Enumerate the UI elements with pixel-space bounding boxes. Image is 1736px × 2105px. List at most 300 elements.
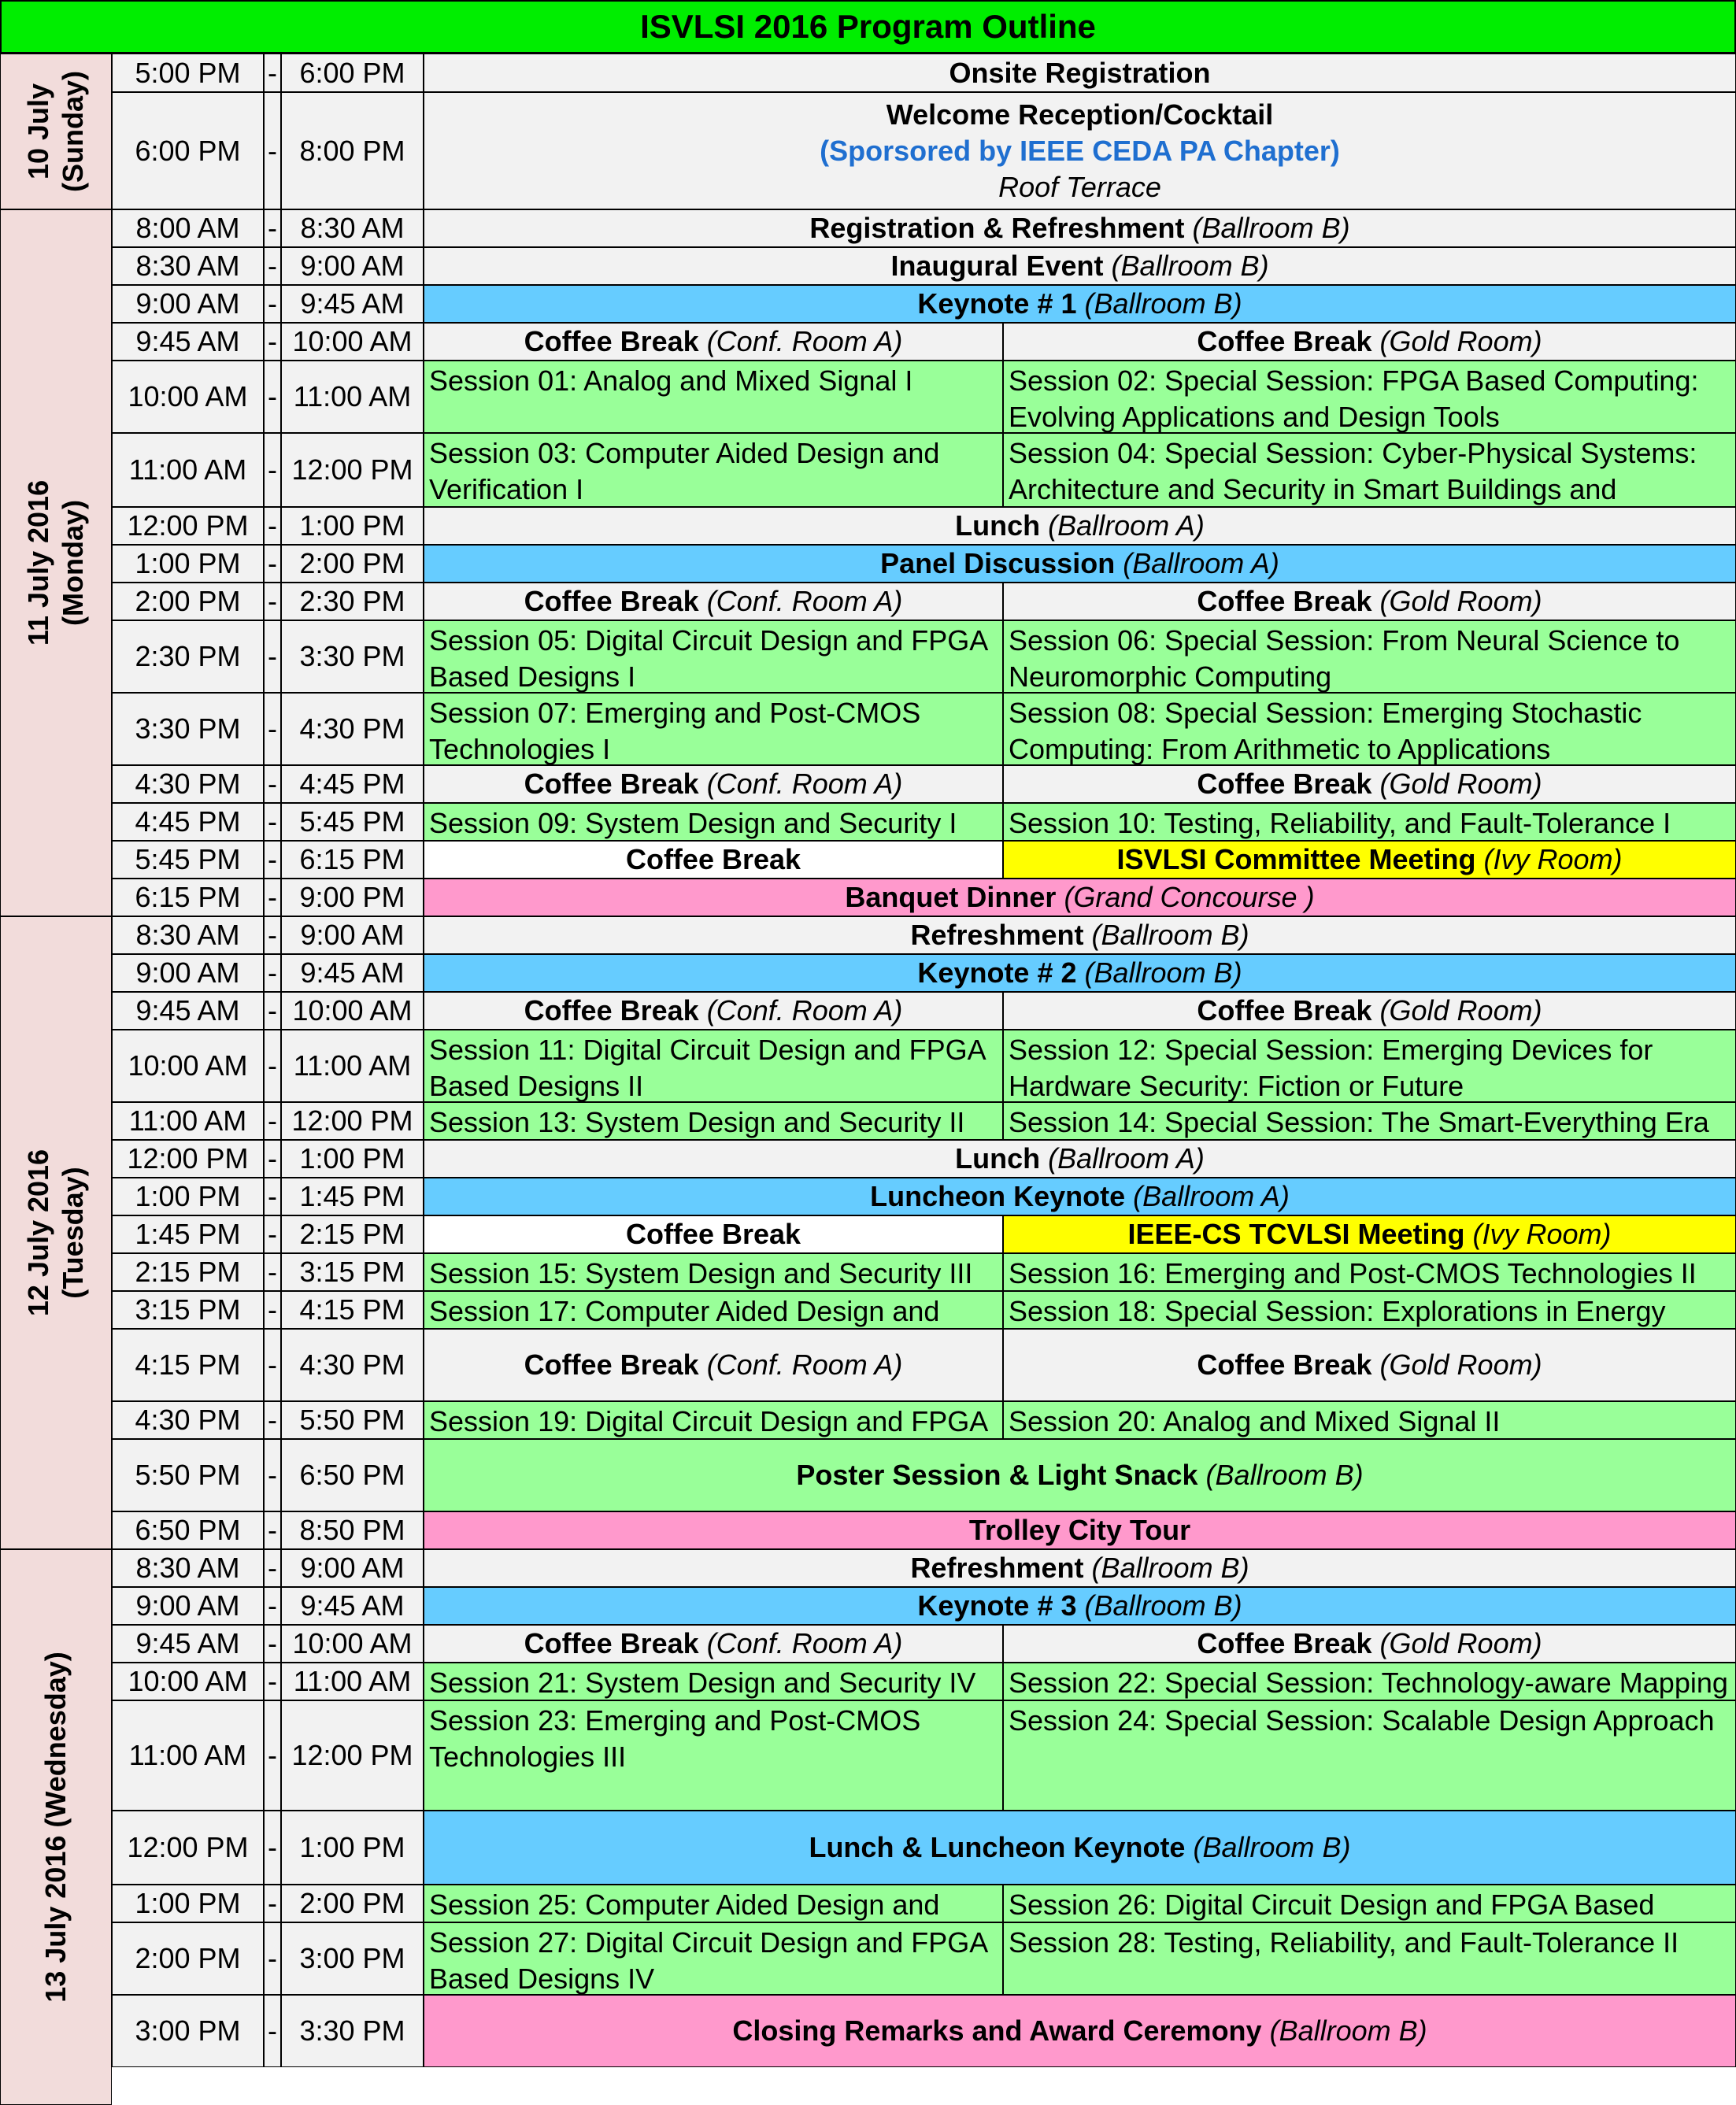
end-time: 5:50 PM: [281, 1401, 424, 1439]
start-time: 9:45 AM: [112, 323, 264, 361]
session-title: Session 09: System Design and Security I: [429, 807, 957, 839]
time-separator: -: [264, 92, 281, 209]
start-time: 4:45 PM: [112, 803, 264, 841]
event-title: Keynote # 3: [917, 1589, 1077, 1622]
event-title: Coffee Break: [524, 1627, 699, 1659]
event-title: Coffee Break: [524, 325, 699, 357]
event-title: Keynote # 1: [917, 287, 1077, 320]
time-separator: -: [264, 1401, 281, 1439]
time-separator: -: [264, 1922, 281, 1995]
start-time: 12:00 PM: [112, 1140, 264, 1178]
session-cell: [424, 1253, 1003, 1291]
start-time: 5:45 PM: [112, 841, 264, 879]
start-time: 1:00 PM: [112, 1178, 264, 1215]
end-time: 1:00 PM: [281, 507, 424, 545]
end-time: 11:00 AM: [281, 1030, 424, 1102]
event-title: Luncheon Keynote: [870, 1180, 1126, 1212]
event-title: Lunch: [955, 1142, 1041, 1175]
time-separator: -: [264, 54, 281, 92]
day-label: [0, 916, 112, 1549]
session-title: Session 21: System Design and Security IV: [429, 1667, 976, 1699]
event-location: (Gold Room): [1379, 585, 1542, 617]
end-time: 9:00 PM: [281, 879, 424, 916]
session-title: Session 03: Computer Aided Design and Verification I: [429, 437, 940, 505]
day-label-text: 13 July 2016 (Wednesday): [39, 1652, 72, 2003]
event-line: [917, 1588, 1242, 1624]
event-location: (Ballroom B): [1091, 919, 1249, 951]
event-location: (Ballroom B): [1193, 1831, 1351, 1863]
event-cell: [1003, 841, 1736, 879]
time-separator: -: [264, 1663, 281, 1700]
start-time: 11:00 AM: [112, 1700, 264, 1811]
end-time: 6:50 PM: [281, 1439, 424, 1511]
time-separator: -: [264, 1625, 281, 1663]
session-title: Session 14: Special Session: The Smart-Everything Era: [1009, 1106, 1709, 1138]
session-cell: [1003, 1102, 1736, 1140]
start-time: 11:00 AM: [112, 433, 264, 507]
time-separator: -: [264, 1811, 281, 1885]
time-separator: -: [264, 1253, 281, 1291]
time-separator: -: [264, 916, 281, 954]
end-time: 11:00 AM: [281, 1663, 424, 1700]
time-separator: -: [264, 841, 281, 879]
session-cell: [424, 1030, 1003, 1102]
day-label-text: 10 July (Sunday): [22, 70, 90, 193]
day-label-text: 12 July 2016 (Tuesday): [22, 1149, 90, 1317]
start-time: 5:00 PM: [112, 54, 264, 92]
end-time: 3:30 PM: [281, 1995, 424, 2067]
session-cell: [1003, 1291, 1736, 1329]
event-location: (Gold Room): [1379, 1348, 1542, 1381]
event-line: [732, 2013, 1427, 2049]
session-title: Session 19: Digital Circuit Design and FPGA: [429, 1405, 987, 1437]
session-cell: [424, 693, 1003, 765]
event-line: [870, 1178, 1290, 1215]
time-separator: -: [264, 1178, 281, 1215]
event-location: (Ballroom B): [1111, 250, 1269, 282]
time-separator: -: [264, 954, 281, 992]
time-separator: -: [264, 583, 281, 620]
event-location: (Ballroom B): [1192, 212, 1350, 244]
event-title: Refreshment: [910, 919, 1084, 951]
session-title: Session 22: Special Session: Technology-aware Mapping: [1009, 1667, 1728, 1699]
session-cell: [424, 620, 1003, 693]
time-separator: -: [264, 545, 281, 583]
event-cell: [424, 545, 1736, 583]
end-time: 9:45 AM: [281, 1587, 424, 1625]
event-line: [917, 286, 1242, 322]
session-cell: [424, 1291, 1003, 1329]
event-location: (Ballroom B): [1091, 1552, 1249, 1584]
start-time: 1:45 PM: [112, 1215, 264, 1253]
event-title: IEEE-CS TCVLSI Meeting: [1127, 1218, 1465, 1250]
event-location: (Ballroom A): [1123, 547, 1279, 579]
start-time: 6:50 PM: [112, 1511, 264, 1549]
event-cell: [424, 765, 1003, 803]
session-title: Session 23: Emerging and Post-CMOS Technologies III: [429, 1704, 921, 1773]
start-time: 12:00 PM: [112, 1811, 264, 1885]
event-title: Onsite Registration: [949, 56, 1211, 89]
time-separator: -: [264, 507, 281, 545]
event-cell: [424, 583, 1003, 620]
time-separator: -: [264, 1102, 281, 1140]
session-title: Session 13: System Design and Security II: [429, 1106, 965, 1138]
time-separator: -: [264, 1549, 281, 1587]
start-time: 1:00 PM: [112, 545, 264, 583]
event-cell: [1003, 992, 1736, 1030]
time-separator: -: [264, 323, 281, 361]
session-title: Session 18: Special Session: Explorations in Energy: [1009, 1295, 1666, 1327]
session-cell: [424, 433, 1003, 507]
session-cell: [1003, 1700, 1736, 1811]
time-separator: -: [264, 1587, 281, 1625]
event-cell: [424, 1811, 1736, 1885]
end-time: 8:00 PM: [281, 92, 424, 209]
end-time: 1:00 PM: [281, 1140, 424, 1178]
end-time: 4:15 PM: [281, 1291, 424, 1329]
event-line: [969, 1512, 1190, 1548]
event-cell: [424, 54, 1736, 92]
time-separator: -: [264, 1511, 281, 1549]
event-cell: [424, 323, 1003, 361]
start-time: 1:00 PM: [112, 1885, 264, 1922]
event-line: [955, 1141, 1205, 1177]
event-title: Coffee Break: [1197, 994, 1372, 1027]
start-time: 6:15 PM: [112, 879, 264, 916]
session-cell: [424, 1102, 1003, 1140]
event-line: [1197, 766, 1542, 802]
start-time: 9:45 AM: [112, 992, 264, 1030]
start-time: 11:00 AM: [112, 1102, 264, 1140]
end-time: 2:00 PM: [281, 545, 424, 583]
event-title: Coffee Break: [1197, 768, 1372, 800]
event-title: Poster Session & Light Snack: [796, 1459, 1198, 1491]
session-cell: [424, 1922, 1003, 1995]
day-label: [0, 209, 112, 916]
event-location: (Gold Room): [1379, 994, 1542, 1027]
event-location: (Ballroom B): [1084, 1589, 1242, 1622]
event-location: (Ivy Room): [1483, 843, 1623, 875]
event-cell: [424, 285, 1736, 323]
event-cell: [424, 841, 1003, 879]
event-location: (Grand Concourse ): [1064, 881, 1315, 913]
time-separator: -: [264, 285, 281, 323]
event-cell: [424, 879, 1736, 916]
event-location: (Gold Room): [1379, 325, 1542, 357]
event-cell: [424, 1549, 1736, 1587]
start-time: 9:00 AM: [112, 285, 264, 323]
event-title: Coffee Break: [524, 768, 699, 800]
start-time: 4:15 PM: [112, 1329, 264, 1401]
start-time: 9:00 AM: [112, 1587, 264, 1625]
event-location: (Conf. Room A): [706, 1627, 903, 1659]
session-title: Session 25: Computer Aided Design and: [429, 1889, 940, 1921]
session-cell: [1003, 620, 1736, 693]
end-time: 10:00 AM: [281, 1625, 424, 1663]
end-time: 4:30 PM: [281, 1329, 424, 1401]
day-label: [0, 1549, 112, 2105]
event-title: Coffee Break: [1197, 1627, 1372, 1659]
event-line: [1116, 842, 1622, 878]
time-separator: -: [264, 209, 281, 247]
session-title: Session 05: Digital Circuit Design and FPGA Based Designs I: [429, 624, 987, 693]
event-cell: [424, 1140, 1736, 1178]
session-cell: [1003, 1030, 1736, 1102]
event-line: [524, 1626, 903, 1662]
event-cell: [424, 247, 1736, 285]
start-time: 9:45 AM: [112, 1625, 264, 1663]
event-location: (Conf. Room A): [706, 325, 903, 357]
event-location: (Ballroom B): [1269, 2014, 1427, 2047]
event-location: (Ivy Room): [1472, 1218, 1612, 1250]
event-title: Coffee Break: [1197, 325, 1372, 357]
event-line: [917, 955, 1242, 991]
session-cell: [1003, 693, 1736, 765]
time-separator: -: [264, 1291, 281, 1329]
time-separator: -: [264, 992, 281, 1030]
event-title: Lunch: [955, 509, 1041, 542]
session-cell: [1003, 433, 1736, 507]
session-title: Session 07: Emerging and Post-CMOS Technologies I: [429, 697, 921, 765]
start-time: 3:30 PM: [112, 693, 264, 765]
event-location: (Conf. Room A): [706, 768, 903, 800]
event-cell: [424, 1625, 1003, 1663]
event-line: [1197, 993, 1542, 1029]
end-time: 1:00 PM: [281, 1811, 424, 1885]
session-title: Session 04: Special Session: Cyber-Physical Systems: Architecture and Security in Smart Buildings and: [1009, 437, 1697, 505]
start-time: 10:00 AM: [112, 1663, 264, 1700]
end-time: 12:00 PM: [281, 1102, 424, 1140]
session-title: Session 01: Analog and Mixed Signal I: [429, 364, 913, 397]
start-time: 10:00 AM: [112, 1030, 264, 1102]
end-time: 9:00 AM: [281, 1549, 424, 1587]
day-label: [0, 54, 112, 209]
event-line: [809, 1829, 1350, 1866]
session-cell: [1003, 1253, 1736, 1291]
start-time: 3:00 PM: [112, 1995, 264, 2067]
event-location: (Conf. Room A): [706, 994, 903, 1027]
day-label-text: 11 July 2016 (Monday): [22, 479, 89, 646]
event-line: [880, 546, 1279, 582]
event-location: (Conf. Room A): [706, 1348, 903, 1381]
event-location: (Ballroom B): [1205, 1459, 1364, 1491]
event-line: [796, 1457, 1363, 1493]
event-cell: [424, 916, 1736, 954]
event-title: Registration & Refreshment: [809, 212, 1185, 244]
start-time: 2:15 PM: [112, 1253, 264, 1291]
event-line: [1197, 1347, 1542, 1383]
time-separator: -: [264, 1140, 281, 1178]
event-cell: [424, 209, 1736, 247]
end-time: 11:00 AM: [281, 361, 424, 433]
start-time: 2:00 PM: [112, 583, 264, 620]
session-title: Session 28: Testing, Reliability, and Fault-Tolerance II: [1009, 1926, 1679, 1959]
event-cell: [424, 1995, 1736, 2067]
start-time: 5:50 PM: [112, 1439, 264, 1511]
session-cell: [1003, 803, 1736, 841]
start-time: 9:00 AM: [112, 954, 264, 992]
time-separator: -: [264, 1215, 281, 1253]
event-cell: [1003, 1215, 1736, 1253]
event-line: [524, 993, 903, 1029]
end-time: 2:30 PM: [281, 583, 424, 620]
event-cell: [1003, 583, 1736, 620]
event-title: Coffee Break: [1197, 585, 1372, 617]
time-separator: -: [264, 1030, 281, 1102]
event-cell: [1003, 1329, 1736, 1401]
time-separator: -: [264, 1995, 281, 2067]
session-cell: [1003, 1885, 1736, 1922]
event-cell: [424, 1178, 1736, 1215]
end-time: 4:30 PM: [281, 693, 424, 765]
event-title: Inaugural Event: [890, 250, 1104, 282]
start-time: 10:00 AM: [112, 361, 264, 433]
event-location: (Ballroom A): [1048, 1142, 1205, 1175]
session-title: Session 16: Emerging and Post-CMOS Technologies II: [1009, 1257, 1697, 1289]
session-cell: [424, 1401, 1003, 1439]
end-time: 12:00 PM: [281, 433, 424, 507]
end-time: 4:45 PM: [281, 765, 424, 803]
event-cell: [1003, 1625, 1736, 1663]
event-cell: [424, 92, 1736, 209]
time-separator: -: [264, 693, 281, 765]
session-cell: [424, 1700, 1003, 1811]
start-time: 2:00 PM: [112, 1922, 264, 1995]
session-cell: [1003, 361, 1736, 433]
session-title: Session 15: System Design and Security III: [429, 1257, 973, 1289]
event-title: Panel Discussion: [880, 547, 1116, 579]
event-location: Roof Terrace: [998, 170, 1161, 203]
start-time: 4:30 PM: [112, 765, 264, 803]
event-line: [626, 1216, 801, 1252]
event-line: [1127, 1216, 1611, 1252]
event-cell: [424, 1215, 1003, 1253]
session-cell: [1003, 1922, 1736, 1995]
end-time: 8:30 AM: [281, 209, 424, 247]
event-cell: [424, 954, 1736, 992]
event-line: [524, 324, 903, 360]
event-cell: [424, 507, 1736, 545]
time-separator: -: [264, 879, 281, 916]
event-title: Coffee Break: [524, 994, 699, 1027]
event-title: Coffee Break: [1197, 1348, 1372, 1381]
start-time: 3:15 PM: [112, 1291, 264, 1329]
session-cell: [424, 803, 1003, 841]
session-cell: [424, 1663, 1003, 1700]
time-separator: -: [264, 1439, 281, 1511]
end-time: 2:15 PM: [281, 1215, 424, 1253]
event-line: [910, 1550, 1249, 1586]
start-time: 12:00 PM: [112, 507, 264, 545]
time-separator: -: [264, 803, 281, 841]
session-cell: [1003, 1401, 1736, 1439]
time-separator: -: [264, 765, 281, 803]
event-title: Lunch & Luncheon Keynote: [809, 1831, 1186, 1863]
event-location: (Ballroom A): [1048, 509, 1205, 542]
event-line: [910, 917, 1249, 953]
time-separator: -: [264, 1885, 281, 1922]
start-time: 2:30 PM: [112, 620, 264, 693]
event-line: [524, 766, 903, 802]
start-time: 6:00 PM: [112, 92, 264, 209]
session-cell: [1003, 1663, 1736, 1700]
event-line: [949, 55, 1210, 91]
event-location: (Gold Room): [1379, 1627, 1542, 1659]
start-time: 8:30 AM: [112, 247, 264, 285]
event-location: (Ballroom B): [1084, 956, 1242, 989]
event-title: Coffee Break: [524, 585, 699, 617]
event-title: Coffee Break: [524, 1348, 699, 1381]
time-separator: -: [264, 361, 281, 433]
session-title: Session 24: Special Session: Scalable Design Approach: [1009, 1704, 1715, 1737]
event-line: [955, 508, 1205, 544]
end-time: 3:30 PM: [281, 620, 424, 693]
time-separator: -: [264, 1700, 281, 1811]
time-separator: -: [264, 620, 281, 693]
event-title: Trolley City Tour: [968, 1514, 1191, 1546]
time-separator: -: [264, 433, 281, 507]
event-cell: [424, 1439, 1736, 1511]
session-title: Session 17: Computer Aided Design and: [429, 1295, 940, 1327]
event-title: Welcome Reception/Cocktail: [886, 98, 1274, 131]
session-title: Session 12: Special Session: Emerging Devices for Hardware Security: Fiction or Future: [1009, 1034, 1653, 1102]
end-time: 10:00 AM: [281, 323, 424, 361]
session-cell: [424, 1885, 1003, 1922]
end-time: 9:00 AM: [281, 916, 424, 954]
end-time: 10:00 AM: [281, 992, 424, 1030]
event-location: (Ballroom A): [1133, 1180, 1290, 1212]
event-line: [1197, 1626, 1542, 1662]
end-time: 2:00 PM: [281, 1885, 424, 1922]
session-title: Session 06: Special Session: From Neural Science to Neuromorphic Computing: [1009, 624, 1680, 693]
session-title: Session 27: Digital Circuit Design and FPGA Based Designs IV: [429, 1926, 987, 1995]
event-title: Keynote # 2: [917, 956, 1077, 989]
end-time: 8:50 PM: [281, 1511, 424, 1549]
event-title: Refreshment: [910, 1552, 1084, 1584]
event-title: ISVLSI Committee Meeting: [1116, 843, 1476, 875]
event-cell: [1003, 323, 1736, 361]
event-title: Closing Remarks and Award Ceremony: [732, 2014, 1262, 2047]
end-time: 12:00 PM: [281, 1700, 424, 1811]
event-line: [524, 1347, 903, 1383]
event-line: [1197, 324, 1542, 360]
end-time: 3:15 PM: [281, 1253, 424, 1291]
end-time: 9:45 AM: [281, 954, 424, 992]
event-line: [1197, 583, 1542, 620]
event-location: (Ballroom B): [1084, 287, 1242, 320]
event-location: (Gold Room): [1379, 768, 1542, 800]
end-time: 6:15 PM: [281, 841, 424, 879]
event-title: Coffee Break: [625, 1218, 801, 1250]
end-time: 3:00 PM: [281, 1922, 424, 1995]
event-line: [890, 248, 1268, 284]
event-line: [626, 842, 801, 878]
sponsor-note: (Sporsored by IEEE CEDA PA Chapter): [820, 134, 1340, 167]
event-cell: [424, 1329, 1003, 1401]
event-location: (Conf. Room A): [706, 585, 903, 617]
session-title: Session 26: Digital Circuit Design and FPGA Based: [1009, 1889, 1655, 1921]
event-cell: [424, 1587, 1736, 1625]
event-line: [524, 583, 903, 620]
end-time: 6:00 PM: [281, 54, 424, 92]
event-cell: [424, 992, 1003, 1030]
event-line: [809, 210, 1349, 246]
time-separator: -: [264, 247, 281, 285]
session-title: Session 11: Digital Circuit Design and FPGA Based Designs II: [429, 1034, 985, 1102]
end-time: 5:45 PM: [281, 803, 424, 841]
start-time: 8:00 AM: [112, 209, 264, 247]
start-time: 8:30 AM: [112, 1549, 264, 1587]
